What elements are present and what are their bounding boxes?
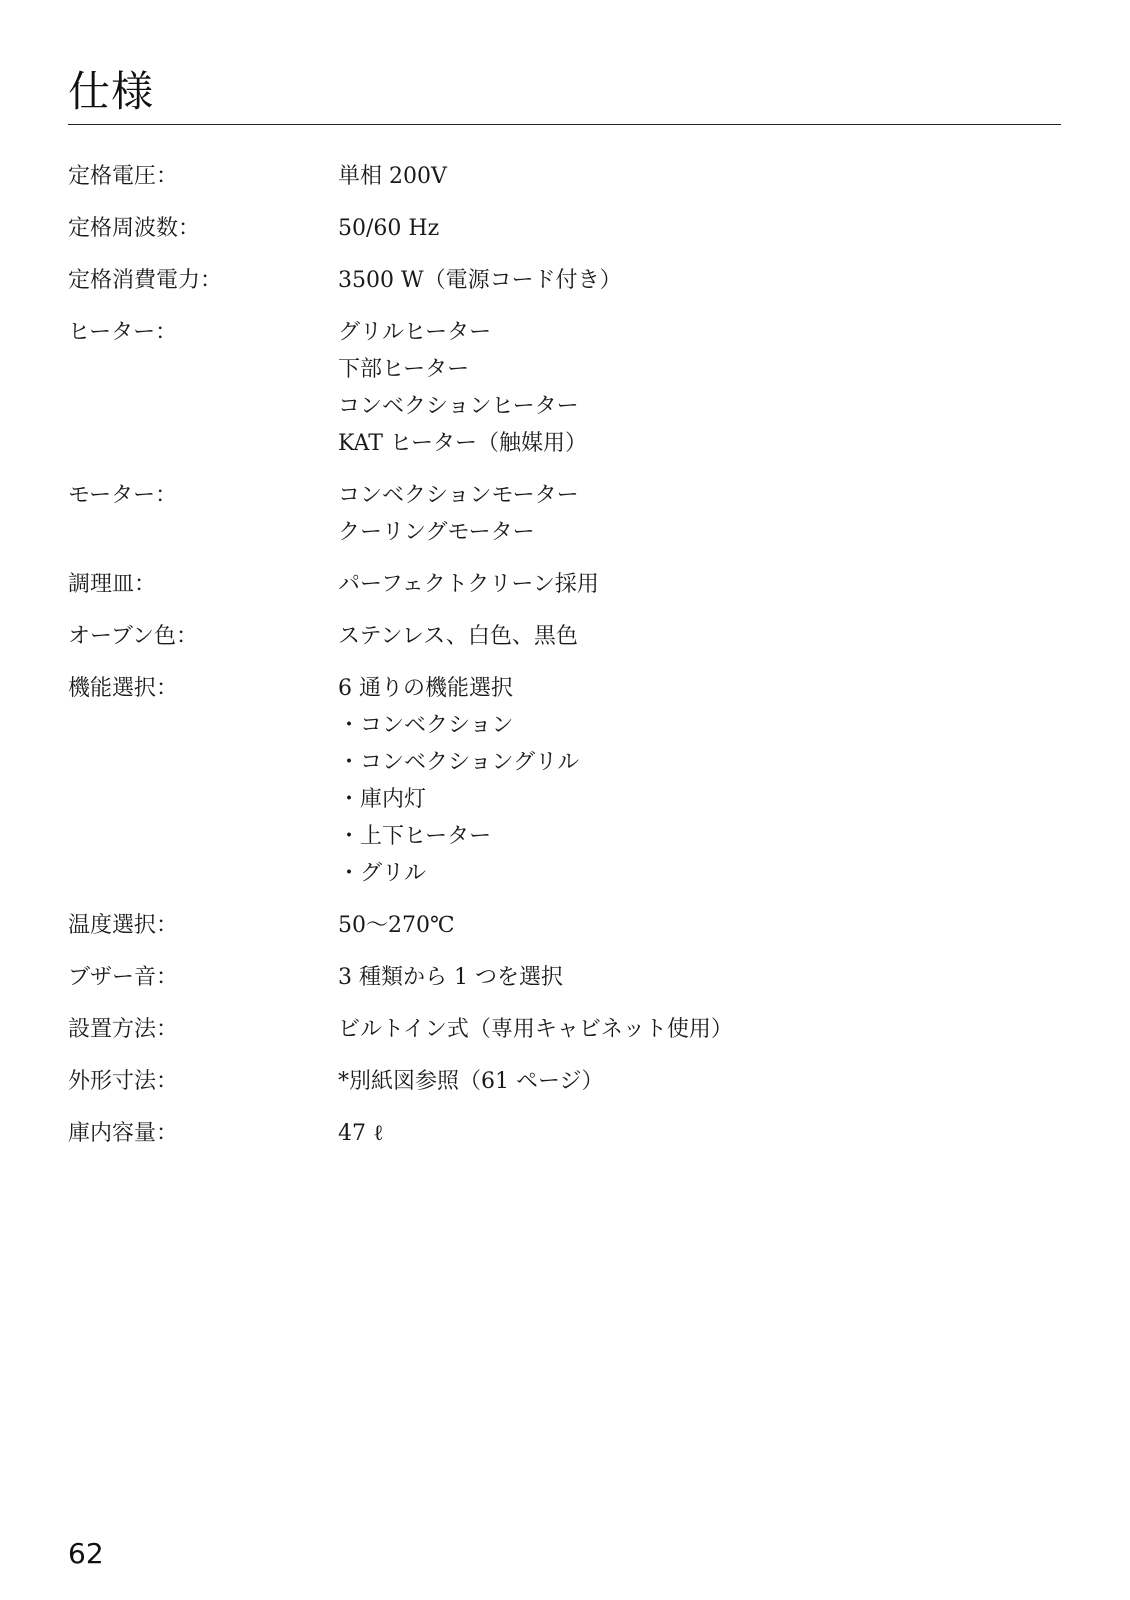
spec-values bbox=[338, 1115, 1061, 1152]
spec-values bbox=[338, 158, 1061, 195]
spec-values bbox=[338, 210, 1061, 247]
spec-label: 調理皿： bbox=[68, 572, 157, 597]
spec-row bbox=[68, 566, 1061, 603]
spec-value: グリルヒーター bbox=[338, 320, 492, 345]
spec-row bbox=[68, 1115, 1061, 1152]
spec-values bbox=[338, 314, 1061, 462]
spec-value: ・庫内灯 bbox=[338, 787, 427, 812]
spec-list bbox=[68, 158, 1061, 1167]
spec-value: ・コンベクション bbox=[338, 713, 514, 738]
spec-value: クーリングモーター bbox=[338, 520, 535, 545]
spec-values bbox=[338, 262, 1061, 299]
spec-value: ・上下ヒーター bbox=[338, 824, 492, 849]
spec-value: ステンレス、白色、黒色 bbox=[338, 624, 578, 649]
spec-row bbox=[68, 314, 1061, 462]
spec-values bbox=[338, 566, 1061, 603]
spec-label: 温度選択： bbox=[68, 913, 179, 938]
spec-row bbox=[68, 618, 1061, 655]
spec-label: 庫内容量： bbox=[68, 1121, 179, 1146]
spec-label: 機能選択： bbox=[68, 676, 179, 701]
spec-row bbox=[68, 1063, 1061, 1100]
spec-row bbox=[68, 477, 1061, 551]
spec-value: 50/60 Hz bbox=[338, 216, 440, 241]
spec-value: 下部ヒーター bbox=[338, 357, 470, 382]
spec-values bbox=[338, 618, 1061, 655]
title-divider bbox=[68, 124, 1061, 125]
spec-value: コンベクションヒーター bbox=[338, 394, 579, 419]
spec-value: コンベクションモーター bbox=[338, 483, 579, 508]
spec-value: ・コンベクショングリル bbox=[338, 750, 580, 775]
spec-value: 6 通りの機能選択 bbox=[338, 676, 513, 701]
spec-row bbox=[68, 1011, 1061, 1048]
spec-value: パーフェクトクリーン採用 bbox=[338, 572, 599, 597]
spec-label: ブザー音： bbox=[68, 965, 179, 990]
spec-label: ヒーター： bbox=[68, 320, 178, 345]
spec-value: 3 種類から 1 つを選択 bbox=[338, 965, 563, 990]
spec-value: 3500 W（電源コード付き） bbox=[338, 268, 622, 293]
spec-row bbox=[68, 907, 1061, 944]
spec-values bbox=[338, 1011, 1061, 1048]
spec-label: 定格消費電力： bbox=[68, 268, 223, 293]
spec-row bbox=[68, 670, 1061, 892]
spec-label: 定格周波数： bbox=[68, 216, 201, 241]
spec-label: オーブン色： bbox=[68, 624, 199, 649]
spec-row bbox=[68, 959, 1061, 996]
spec-values bbox=[338, 477, 1061, 551]
spec-label: 定格電圧： bbox=[68, 164, 179, 189]
spec-value: *別紙図参照（61 ページ） bbox=[338, 1069, 604, 1094]
spec-values bbox=[338, 907, 1061, 944]
spec-row bbox=[68, 210, 1061, 247]
spec-value: ビルトイン式（専用キャビネット使用） bbox=[338, 1017, 733, 1042]
spec-row bbox=[68, 158, 1061, 195]
spec-value: 50～270℃ bbox=[338, 913, 455, 938]
spec-value: KAT ヒーター（触媒用） bbox=[338, 431, 588, 456]
spec-value: 47 ℓ bbox=[338, 1121, 384, 1146]
spec-label: モーター： bbox=[68, 483, 178, 508]
spec-label: 外形寸法： bbox=[68, 1069, 179, 1094]
spec-values bbox=[338, 1063, 1061, 1100]
spec-row bbox=[68, 262, 1061, 299]
spec-value: ・グリル bbox=[338, 861, 427, 886]
spec-value: 単相 200V bbox=[338, 164, 447, 189]
spec-values bbox=[338, 670, 1061, 892]
spec-values bbox=[338, 959, 1061, 996]
page-number: 62 bbox=[68, 1537, 104, 1570]
spec-label: 設置方法： bbox=[68, 1017, 179, 1042]
page-title: 仕様 bbox=[68, 67, 155, 116]
